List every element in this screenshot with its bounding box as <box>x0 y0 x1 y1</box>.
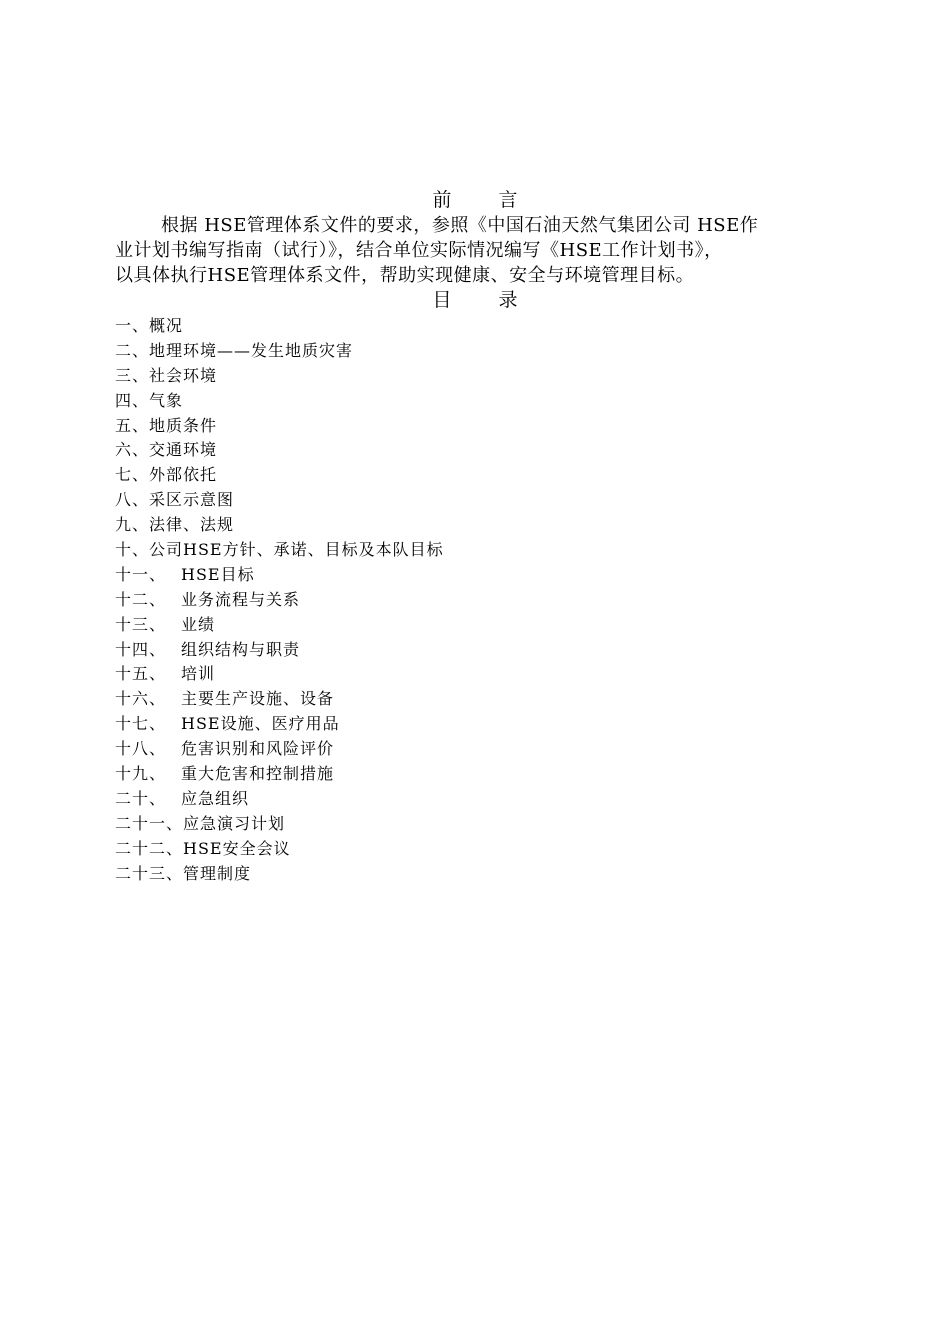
toc-item-number: 三、 <box>115 365 150 385</box>
toc-item-title: 气象 <box>149 390 184 410</box>
toc-item-title: 地质条件 <box>149 415 218 435</box>
toc-item-number: 二十、 <box>115 788 167 808</box>
toc-item-number: 十七、 <box>115 714 167 734</box>
toc-item <box>115 712 875 737</box>
toc-item-number: 五、 <box>115 415 150 435</box>
toc-item-title: 概况 <box>149 316 184 335</box>
toc-item-title: HSE设施、医疗用品 <box>181 714 340 734</box>
toc-item-title: HSE安全会议 <box>183 838 291 858</box>
toc-item-number: 二十一、 <box>115 813 184 833</box>
preface-paragraph <box>115 213 875 288</box>
toc-item-title: 应急演习计划 <box>183 813 286 833</box>
toc-item-number: 十一、 <box>115 564 167 584</box>
toc-item-title: 应急组织 <box>181 788 250 808</box>
toc-item <box>115 364 875 389</box>
toc-item-title: 法律、法规 <box>149 515 235 535</box>
preface-line: 根据 HSE管理体系文件的要求，参照《中国石油天然气集团公司 HSE作 <box>161 215 759 236</box>
toc-item-number: 十二、 <box>115 589 167 609</box>
toc-item <box>115 513 875 538</box>
toc-item <box>115 538 875 563</box>
preface-line: 以具体执行HSE管理体系文件，帮助实现健康、安全与环境管理目标。 <box>115 265 695 286</box>
toc-item-number: 十三、 <box>115 614 167 634</box>
toc-item-title: 危害识别和风险评价 <box>181 739 335 759</box>
preface-heading: 前 言 <box>432 189 532 211</box>
toc-item-number: 十、 <box>115 540 150 560</box>
toc-item-number: 七、 <box>115 465 150 485</box>
toc-item <box>115 613 875 638</box>
table-of-contents <box>115 314 875 886</box>
toc-item <box>115 862 875 887</box>
toc-item-title: 地理环境——发生地质灾害 <box>149 340 354 360</box>
toc-item-number: 九、 <box>115 515 150 535</box>
toc-item-title: HSE目标 <box>181 564 255 584</box>
toc-item <box>115 588 875 613</box>
toc-item-title: 管理制度 <box>183 863 252 883</box>
toc-item <box>115 638 875 663</box>
toc-item-number: 十五、 <box>115 664 167 684</box>
toc-item-title: 公司HSE方针、承诺、目标及本队目标 <box>149 540 444 560</box>
toc-item <box>115 414 875 439</box>
toc-item-title: 业绩 <box>181 614 216 634</box>
toc-item-title: 采区示意图 <box>149 490 235 510</box>
toc-item <box>115 837 875 862</box>
toc-item <box>115 737 875 762</box>
toc-item <box>115 787 875 812</box>
toc-item-title: 组织结构与职责 <box>181 639 301 659</box>
toc-item-title: 培训 <box>181 664 216 684</box>
toc-item <box>115 662 875 687</box>
toc-item-number: 八、 <box>115 490 150 510</box>
toc-item-number: 二十三、 <box>115 863 184 883</box>
toc-item <box>115 389 875 414</box>
toc-item-number: 一、 <box>115 316 150 335</box>
toc-item <box>115 762 875 787</box>
toc-item <box>115 438 875 463</box>
toc-item-title: 外部依托 <box>149 465 218 485</box>
toc-item-number: 二、 <box>115 340 150 360</box>
toc-item <box>115 687 875 712</box>
toc-item <box>115 314 875 339</box>
toc-item-number: 十九、 <box>115 764 167 784</box>
toc-item-number: 十四、 <box>115 639 167 659</box>
toc-item-title: 主要生产设施、设备 <box>181 689 335 709</box>
toc-item <box>115 463 875 488</box>
toc-item-number: 十六、 <box>115 689 167 709</box>
toc-item <box>115 812 875 837</box>
preface-line: 业计划书编写指南（试行）》，结合单位实际情况编写《HSE工作计划书》， <box>115 240 723 261</box>
toc-heading: 目 录 <box>432 289 532 311</box>
toc-item-title: 业务流程与关系 <box>181 589 301 609</box>
toc-item-title: 交通环境 <box>149 440 218 460</box>
toc-item <box>115 488 875 513</box>
toc-item-number: 六、 <box>115 440 150 460</box>
toc-item-number: 二十二、 <box>115 838 184 858</box>
toc-item-title: 社会环境 <box>149 365 218 385</box>
toc-item <box>115 563 875 588</box>
toc-item-number: 十八、 <box>115 739 167 759</box>
toc-item-number: 四、 <box>115 390 150 410</box>
toc-item-title: 重大危害和控制措施 <box>181 764 335 784</box>
toc-item <box>115 339 875 364</box>
